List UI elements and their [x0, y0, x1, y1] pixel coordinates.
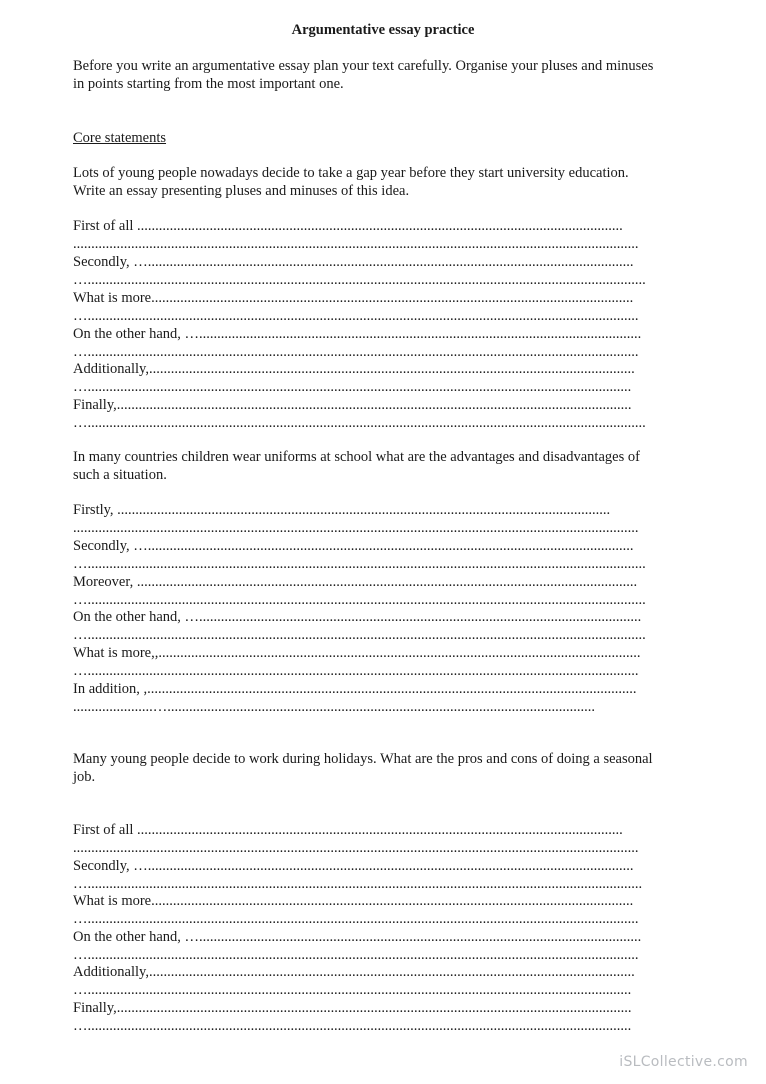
- section-3-line-2: ............................................................................................................................................................: [73, 840, 639, 856]
- section-2-line-4: …..........................................................................................................................................................: [73, 556, 646, 572]
- section-2-prompt: In many countries children wear uniforms at school what are the advantages and disadvantages of such a situation.: [73, 449, 640, 483]
- section-1-line-6: …........................................................................................................................................................: [73, 308, 639, 324]
- watermark: iSLCollective.com: [619, 1054, 748, 1070]
- section-1-line-8: …........................................................................................................................................................: [73, 344, 639, 360]
- section-2-line-2: ............................................................................................................................................................: [73, 520, 639, 536]
- page-title: Argumentative essay practice: [291, 22, 475, 38]
- intro-paragraph: Before you write an argumentative essay plan your text carefully. Organise your pluses and minuses in points starting from the most important one.: [73, 58, 654, 92]
- section-3-line-3: Secondly, …......................................................................................................................................: [73, 858, 634, 874]
- section-3-line-1: First of all ......................................................................................................................................: [73, 822, 623, 838]
- section-3-line-12: …......................................................................................................................................................: [73, 1018, 632, 1034]
- section-2-line-3: Secondly, …......................................................................................................................................: [73, 538, 634, 554]
- section-2-line-11: In addition, ,.......................................................................................................................................: [73, 681, 637, 697]
- section-1-line-3: Secondly, …......................................................................................................................................: [73, 254, 634, 270]
- section-3-prompt: Many young people decide to work during holidays. What are the pros and cons of doing a seasonal job.: [73, 751, 653, 785]
- section-1-line-2: ............................................................................................................................................................: [73, 236, 639, 252]
- section-2-line-1: Firstly, ........................................................................................................................................: [73, 502, 611, 518]
- section-3-line-9: Additionally,......................................................................................................................................: [73, 964, 635, 980]
- core-statements-heading: Core statements: [73, 130, 167, 146]
- section-1-line-12: …..........................................................................................................................................................: [73, 415, 646, 431]
- section-3-line-6: …........................................................................................................................................................: [73, 911, 639, 927]
- section-1-line-10: …......................................................................................................................................................: [73, 379, 632, 395]
- section-1-prompt: Lots of young people nowadays decide to take a gap year before they start university education. Write an essay presenting pluses and minuses of this idea.: [73, 165, 629, 199]
- section-3-line-10: …......................................................................................................................................................: [73, 982, 632, 998]
- section-3-line-4: ….........................................................................................................................................................: [73, 876, 643, 892]
- section-3-line-7: On the other hand, …..........................................................................................................................: [73, 929, 642, 945]
- section-1-line-5: What is more.....................................................................................................................................: [73, 290, 634, 306]
- section-1-line-11: Finally,..............................................................................................................................................: [73, 397, 632, 413]
- section-1-line-1: First of all ......................................................................................................................................: [73, 218, 623, 234]
- section-3-line-8: …........................................................................................................................................................: [73, 947, 639, 963]
- section-1-line-7: On the other hand, …..........................................................................................................................: [73, 326, 642, 342]
- section-2-line-10: …........................................................................................................................................................: [73, 663, 639, 679]
- section-2-line-8: …..........................................................................................................................................................: [73, 627, 646, 643]
- section-3-line-11: Finally,..............................................................................................................................................: [73, 1000, 632, 1016]
- section-2-line-12: ......................…......................................................................................................................: [73, 699, 595, 715]
- section-2-line-7: On the other hand, …..........................................................................................................................: [73, 609, 642, 625]
- section-1-line-9: Additionally,......................................................................................................................................: [73, 361, 635, 377]
- section-2-line-6: …..........................................................................................................................................................: [73, 592, 646, 608]
- section-2-line-9: What is more,,.....................................................................................................................................: [73, 645, 641, 661]
- section-2-line-5: Moreover, ..........................................................................................................................................: [73, 574, 638, 590]
- section-3-line-5: What is more.....................................................................................................................................: [73, 893, 634, 909]
- section-1-line-4: …..........................................................................................................................................................: [73, 272, 646, 288]
